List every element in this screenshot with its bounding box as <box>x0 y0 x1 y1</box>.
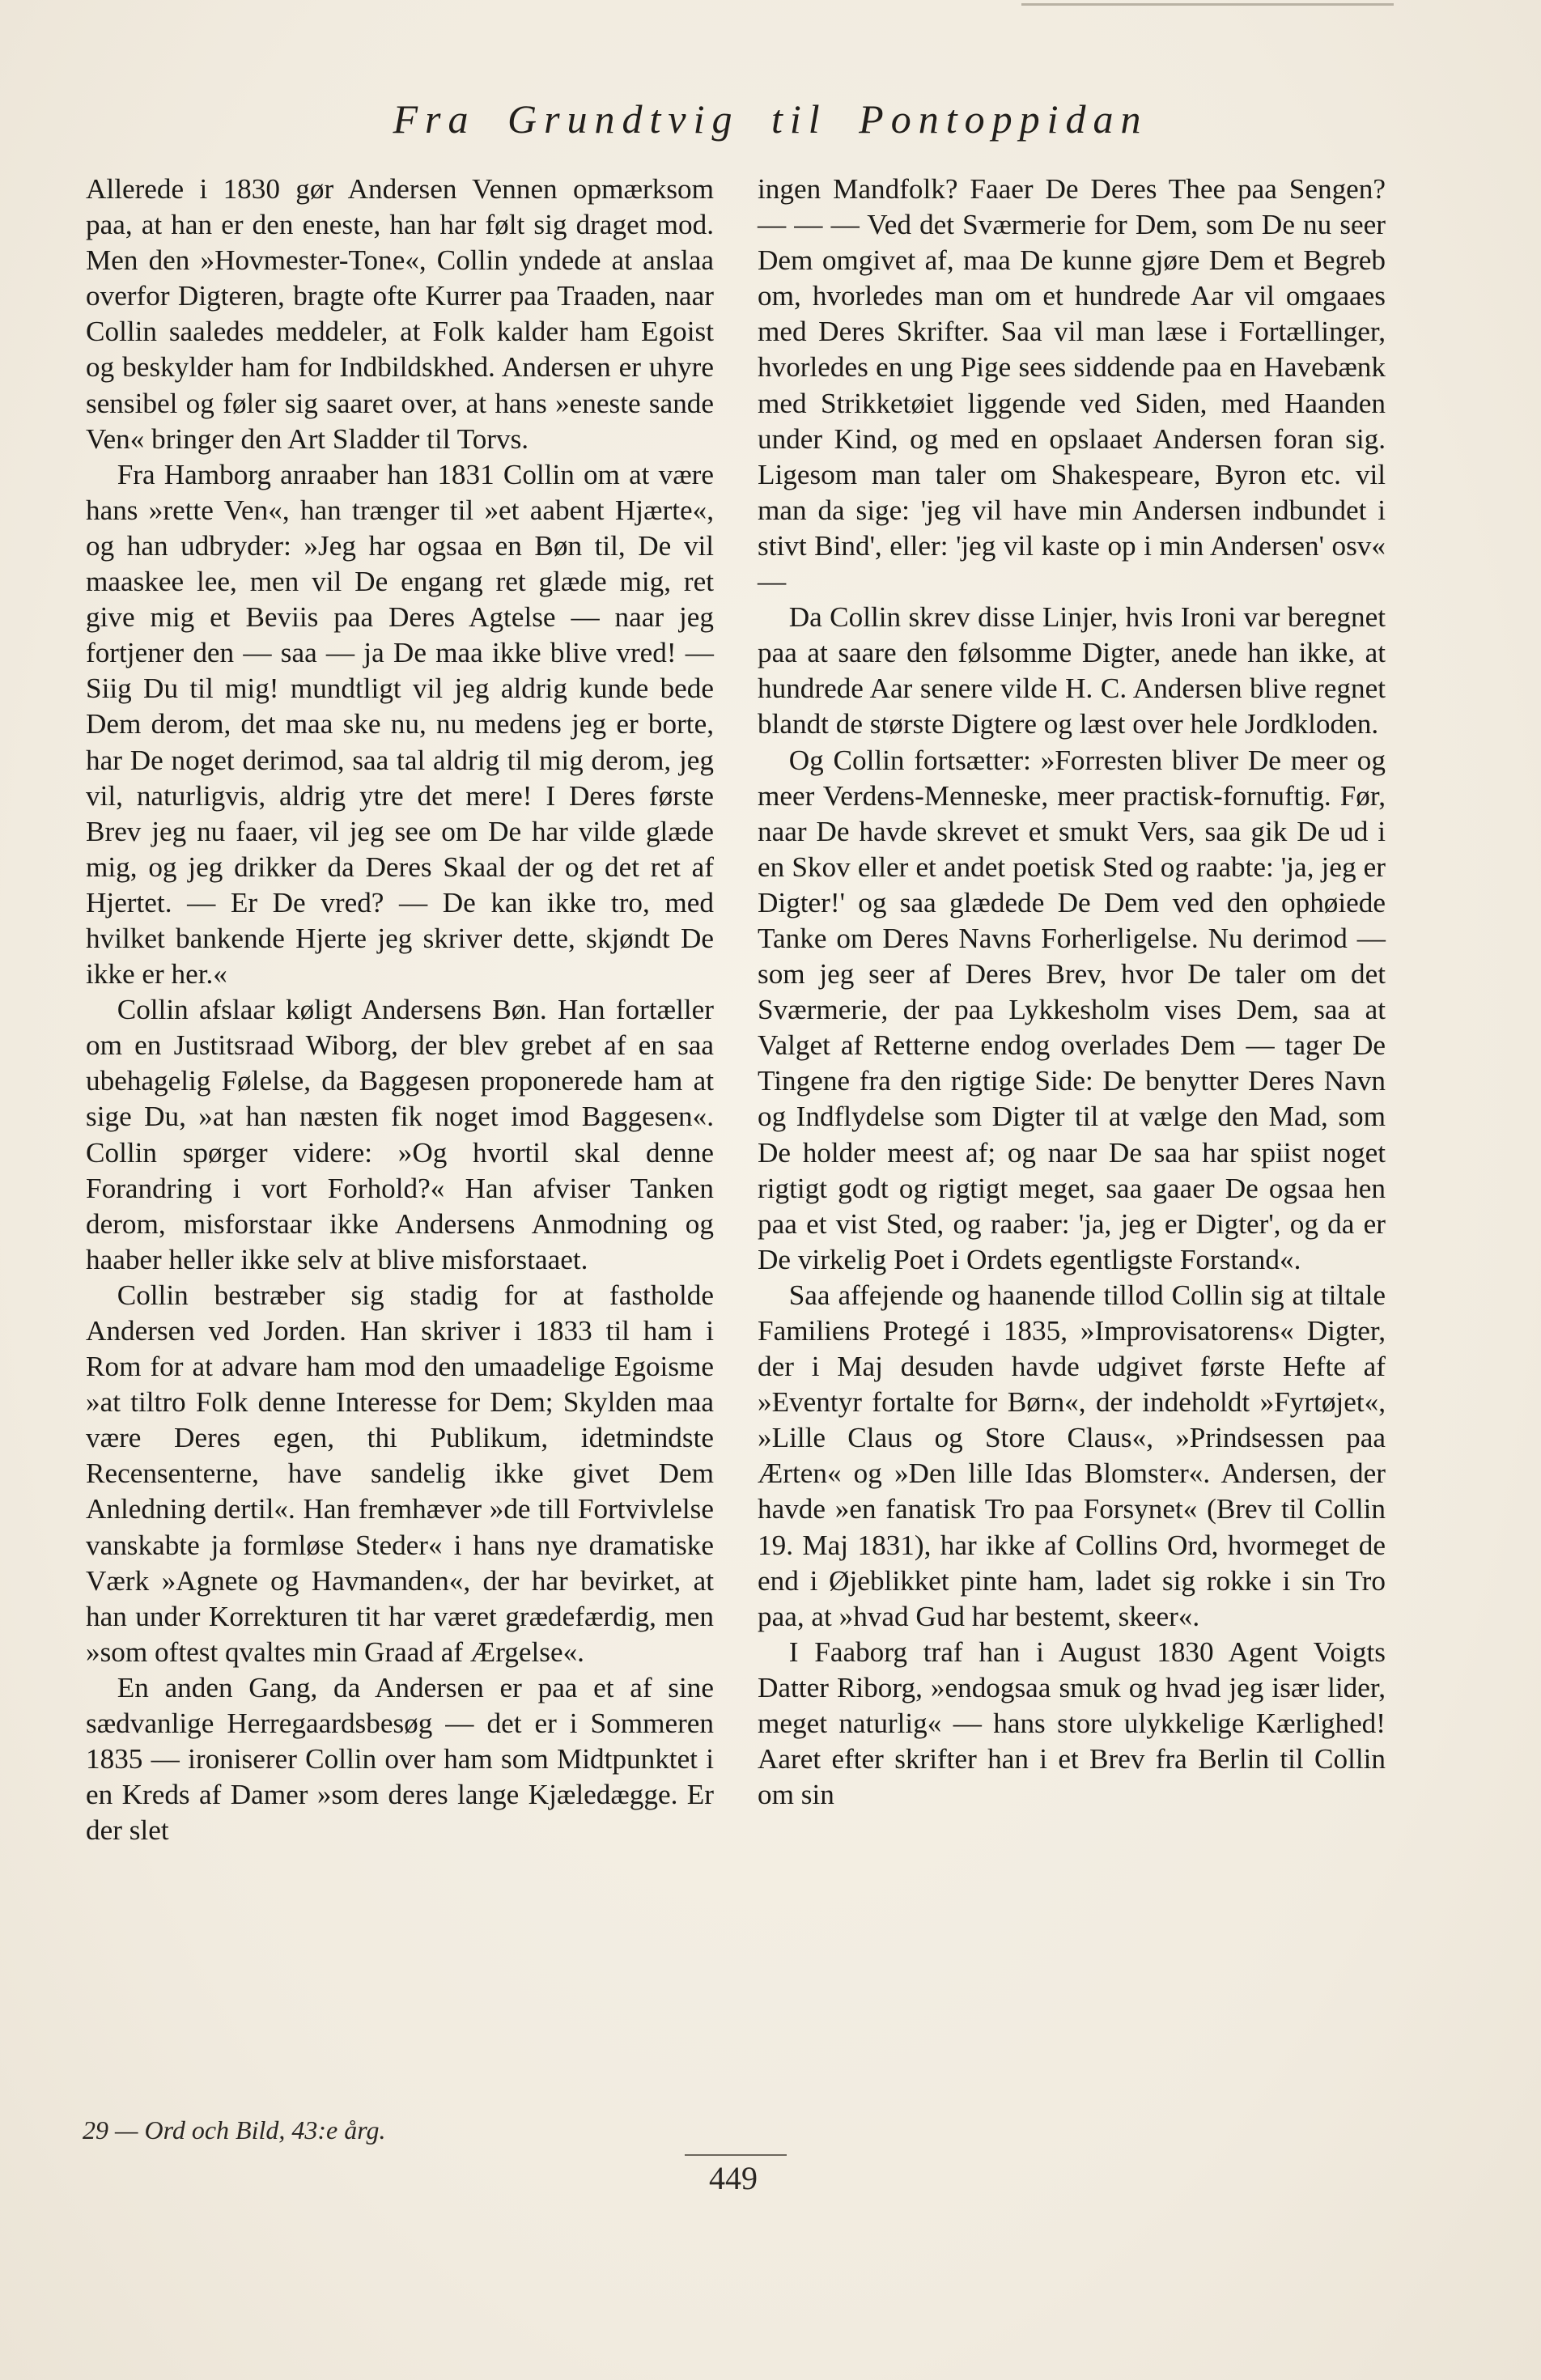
running-title: Fra Grundtvig til Pontoppidan <box>393 96 1148 142</box>
paragraph: Collin afslaar køligt Andersens Bøn. Han fortæller om en Justitsraad Wiborg, der blev grebet af en saa ubehagelig Følelse, da Baggesen proponerede ham at sige Du, »at han næsten fik noget imod Baggesen«. Collin spørger videre: »Og hvortil skal denne Forandring i vort Forhold?« Han afviser Tanken derom, misforstaar ikke Andersens Anmodning og haaber heller ikke selv at blive misforstaaet. <box>86 994 714 1275</box>
left-column <box>86 172 714 1848</box>
paragraph: I Faaborg traf han i August 1830 Agent Voigts Datter Riborg, »endogsaa smuk og hvad jeg især lider, meget naturlig« — hans store ulykkelige Kærlighed! Aaret efter skrifter han i et Brev fra Berlin til Collin om sin <box>758 1635 1386 1811</box>
paragraph: Collin bestræber sig stadig for at fastholde Andersen ved Jorden. Han skriver i 1833 til ham i Rom for at advare ham mod den umaadelige Egoisme »at tiltro Folk denne Interesse for Dem; Skylden maa være Deres egen, thi Publikum, idetmindste Recensenterne, have sandelig ikke givet Dem Anledning dertil«. Han fremhæver »de till Fortvivlelse vanskabte ja formløse Steder« i hans nye dramatiske Værk »Agnete og Havmanden«, der har bevirket, at han under Korrekturen tit har været grædefærdig, men »som oftest qvaltes min Graad af Ærgelse«. <box>86 1279 714 1668</box>
paragraph: Saa affejende og haanende tillod Collin sig at tiltale Familiens Protegé i 1835, »Improvisatorens« Digter, der i Maj desuden havde udgivet første Hefte af »Eventyr fortalte for Børn«, der indeholdt »Fyrtøjet«, »Lille Claus og Store Claus«, »Prindsessen paa Ærten« og »Den lille Idas Blomster«. Andersen, der havde »en fanatisk Tro paa Forsynet« (Brev til Collin 19. Maj 1831), har ikke af Collins Ord, hvormeget de end i Øjeblikket pinte ham, ladet sig rokke i sin Tro paa, at »hvad Gud har bestemt, skeer«. <box>758 1279 1386 1632</box>
signature-line: 29 — Ord och Bild, 43:e årg. <box>83 2115 386 2145</box>
right-column <box>758 172 1386 1813</box>
page-number-rule <box>685 2154 787 2156</box>
top-edge-rule <box>1021 3 1394 6</box>
paragraph: Allerede i 1830 gør Andersen Vennen opmærksom paa, at han er den eneste, han har følt sig draget mod. Men den »Hovmester-Tone«, Collin yndede at anslaa overfor Digteren, bragte ofte Kurrer paa Traaden, naar Collin saaledes meddeler, at Folk kalder ham Egoist og beskylder ham for Indbildskhed. Andersen er uhyre sensibel og føler sig saaret over, at hans »eneste sande Ven« bringer den Art Sladder til Torvs. <box>86 173 714 455</box>
paragraph: Da Collin skrev disse Linjer, hvis Ironi var beregnet paa at saare den følsomme Digter, anede han ikke, at hundrede Aar senere vilde H. C. Andersen blive regnet blandt de største Digtere og læst over hele Jordkloden. <box>758 601 1386 740</box>
paragraph: En anden Gang, da Andersen er paa et af sine sædvanlige Herregaardsbesøg — det er i Sommeren 1835 — ironiserer Collin over ham som Midtpunktet i en Kreds af Damer »som deres lange Kjæledægge. Er der slet <box>86 1671 714 1847</box>
page-number: 449 <box>709 2160 758 2196</box>
paragraph: Fra Hamborg anraaber han 1831 Collin om at være hans »rette Ven«, han trænger til »et aabent Hjærte«, og han udbryder: »Jeg har ogsaa en Bøn til, De vil maaskee lee, men vil De engang ret glæde mig, ret give mig et Beviis paa Deres Agtelse — naar jeg fortjener den — saa — ja De maa ikke blive vred! — Siig Du til mig! mundtligt vil jeg aldrig kunde bede Dem derom, det maa ske nu, nu medens jeg er borte, har De noget derimod, saa tal aldrig til mig derom, jeg vil, naturligvis, aldrig ytre det mere! I Deres første Brev jeg nu faaer, vil jeg see om De har vilde glæde mig, og jeg drikker da Deres Skaal der og det ret af Hjertet. — Er De vred? — De kan ikke tro, med hvilket bankende Hjerte jeg skriver dette, skjøndt De ikke er her.« <box>86 458 714 991</box>
paragraph: Og Collin fortsætter: »Forresten bliver De meer og meer Verdens-Menneske, meer practisk-fornuftig. Før, naar De havde skrevet et smukt Vers, saa gik De ud i en Skov eller et andet poetisk Sted og raabte: 'ja, jeg er Digter!' og saa glædede De Dem ved den ophøiede Tanke om Deres Navns Forherligelse. Nu derimod — som jeg seer af Deres Brev, hvor De taler om det Sværmerie, der paa Lykkesholm vises Dem, saa at Valget af Retterne endog overlades Dem — tager De Tingene fra den rigtige Side: De benytter Deres Navn og Indflydelse som Digter til at vælge den Mad, som De holder meest af; og naar De saa har spiist noget rigtigt godt og rigtigt meget, saa gaaer De ogsaa hen paa et vist Sted, og raaber: 'ja, jeg er Digter', og da er De virkelig Poet i Ordets egentligste Forstand«. <box>758 744 1386 1275</box>
paragraph: ingen Mandfolk? Faaer De Deres Thee paa Sengen? — — — Ved det Sværmerie for Dem, som De nu seer Dem omgivet af, maa De kunne gjøre Dem et Begreb om, hvorledes man om et hundrede Aar vil omgaaes med Deres Skrifter. Saa vil man læse i Fortællinger, hvorledes en ung Pige sees siddende paa en Havebænk med Strikketøiet liggende ved Siden, med Haanden under Kind, og med en opslaaet Andersen foran sig. Ligesom man taler om Shakespeare, Byron etc. vil man da sige: 'jeg vil have min Andersen indbundet i stivt Bind', eller: 'jeg vil kaste op i min Andersen' osv« — <box>758 173 1386 598</box>
